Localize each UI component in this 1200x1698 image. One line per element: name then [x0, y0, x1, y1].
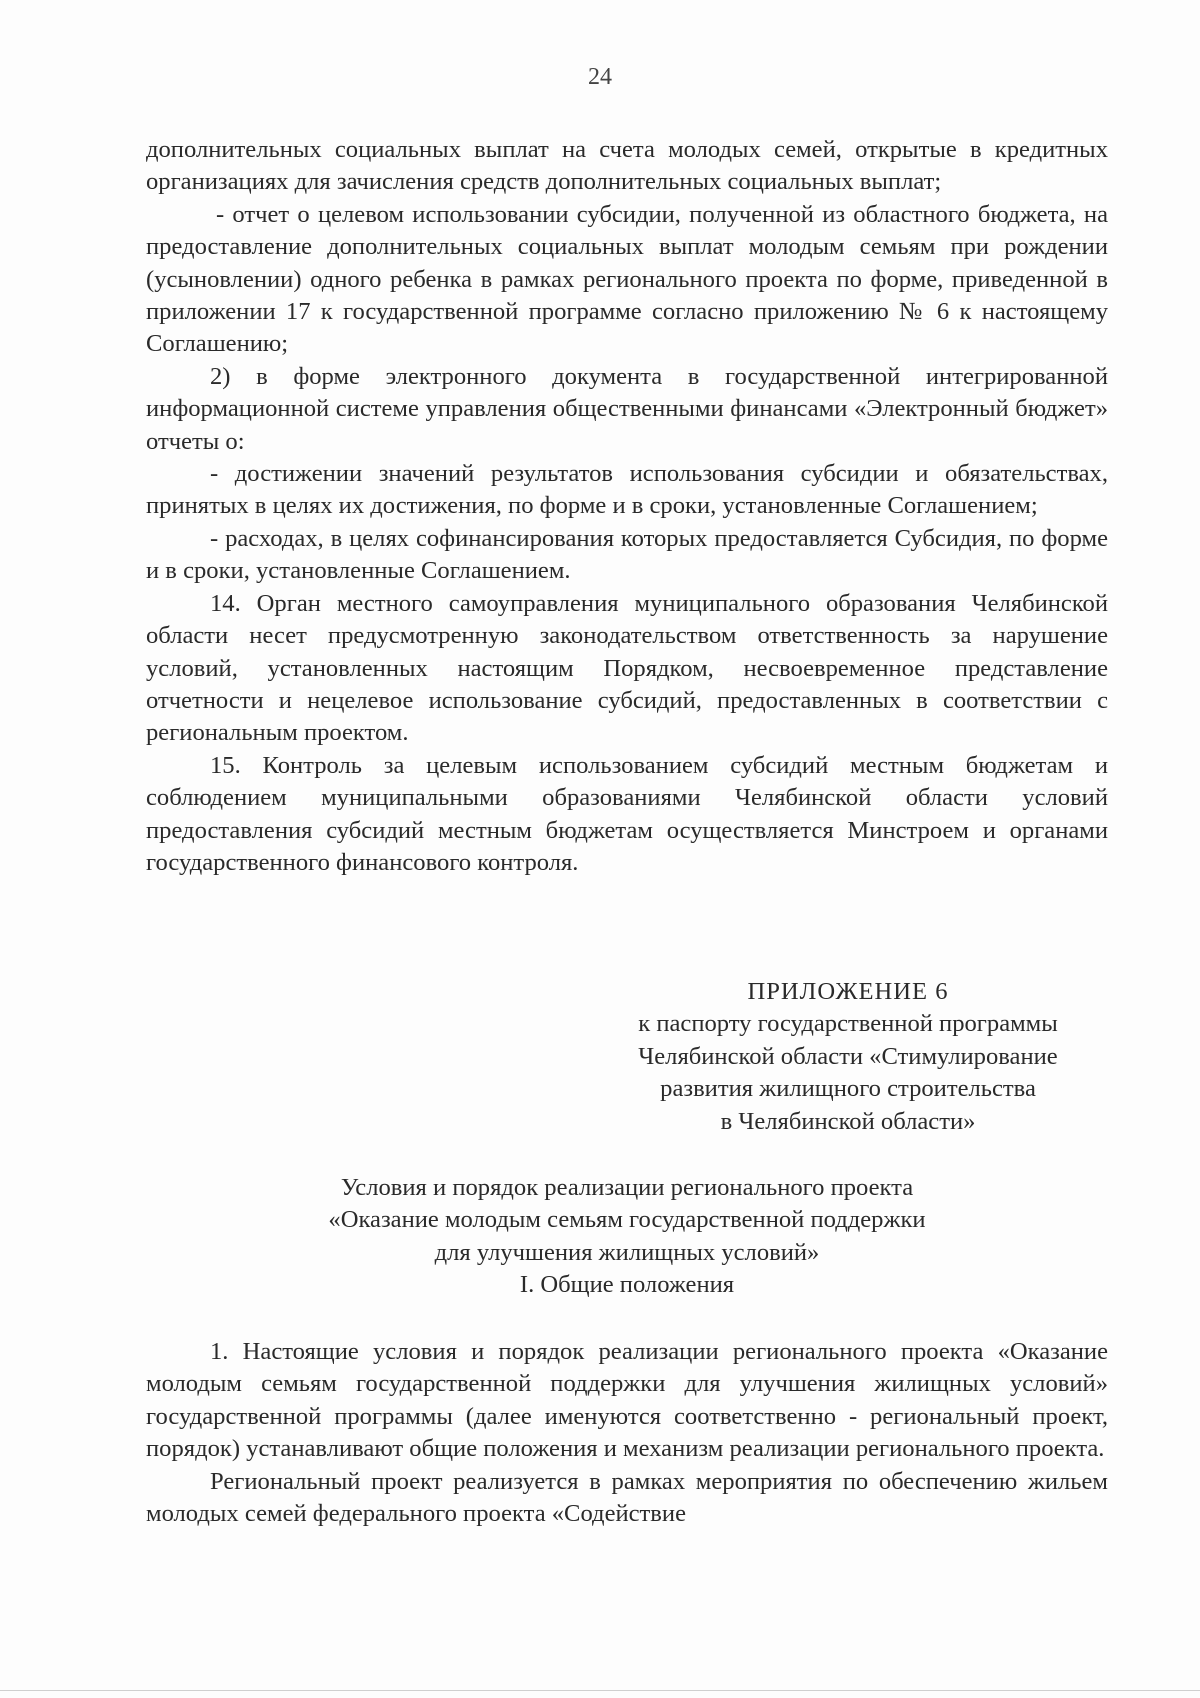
heading-line: для улучшения жилищных условий» — [434, 1238, 820, 1266]
section-heading — [146, 1172, 1108, 1302]
heading-line: Условия и порядок реализации регионального проекта — [340, 1174, 914, 1201]
page-number: 24 — [588, 64, 612, 90]
paragraph: дополнительных социальных выплат на счета молодых семей, открытые в кредитных организациях для зачисления средств дополнительных социальных выплат; — [146, 136, 1108, 196]
paragraph: 1. Настоящие условия и порядок реализации регионального проекта «Оказание молодым семьям государственной поддержки для улучшения жилищных условий» государственной программы (далее именуются соответственно - региональный проект, порядок) устанавливают общие положения и механизм реализации регионального проекта. — [146, 1338, 1108, 1463]
appendix-line: в Челябинской области» — [720, 1107, 976, 1135]
appendix-line: Челябинской области «Стимулирование — [638, 1042, 1058, 1070]
appendix-line: к паспорту государственной программы — [638, 1010, 1058, 1038]
paragraph: - достижении значений результатов использования субсидии и обязательствах, принятых в целях их достижения, по форме и в сроки, установленные Соглашением; — [146, 460, 1108, 520]
heading-line: «Оказание молодым семьям государственной поддержки — [328, 1206, 926, 1234]
paragraph: Региональный проект реализуется в рамках мероприятия по обеспечению жильем молодых семей федерального проекта «Содействие — [146, 1467, 1108, 1528]
section-body — [146, 1336, 1108, 1530]
appendix-title: ПРИЛОЖЕНИЕ 6 — [747, 978, 949, 1005]
page-bottom-edge — [0, 1690, 1200, 1691]
paragraph: 15. Контроль за целевым использованием субсидий местным бюджетам и соблюдением муниципальными образованиями Челябинской области условий предоставления субсидий местным бюджетам осуществляется Минстроем и органами государственного финансового контроля. — [146, 751, 1108, 876]
paragraph: - отчет о целевом использовании субсидии, полученной из областного бюджета, на предоставление дополнительных социальных выплат молодым семьям при рождении (усыновлении) одного ребенка в рамках регионального проекта по форме, приведенной в приложении 17 к государственной программе согласно приложению № 6 к настоящему Соглашению; — [146, 200, 1108, 358]
paragraph: 14. Орган местного самоуправления муниципального образования Челябинской области несет предусмотренную законодательством ответственность за нарушение условий, установленных настоящим Порядком, несвоевременное представление отчетности и нецелевое использование субсидий, предоставленных в соответствии с региональным проектом. — [146, 589, 1108, 747]
appendix-block — [600, 976, 1096, 1138]
heading-subtitle: I. Общие положения — [519, 1271, 735, 1299]
paragraph: - расходах, в целях софинансирования которых предоставляется Субсидия, по форме и в сроки, установленные Соглашением. — [146, 524, 1108, 585]
appendix-line: развития жилищного строительства — [660, 1075, 1036, 1103]
body-text — [146, 134, 1108, 879]
paragraph: 2) в форме электронного документа в государственной интегрированной информационной системе управления общественными финансами «Электронный бюджет» отчеты о: — [146, 362, 1108, 455]
